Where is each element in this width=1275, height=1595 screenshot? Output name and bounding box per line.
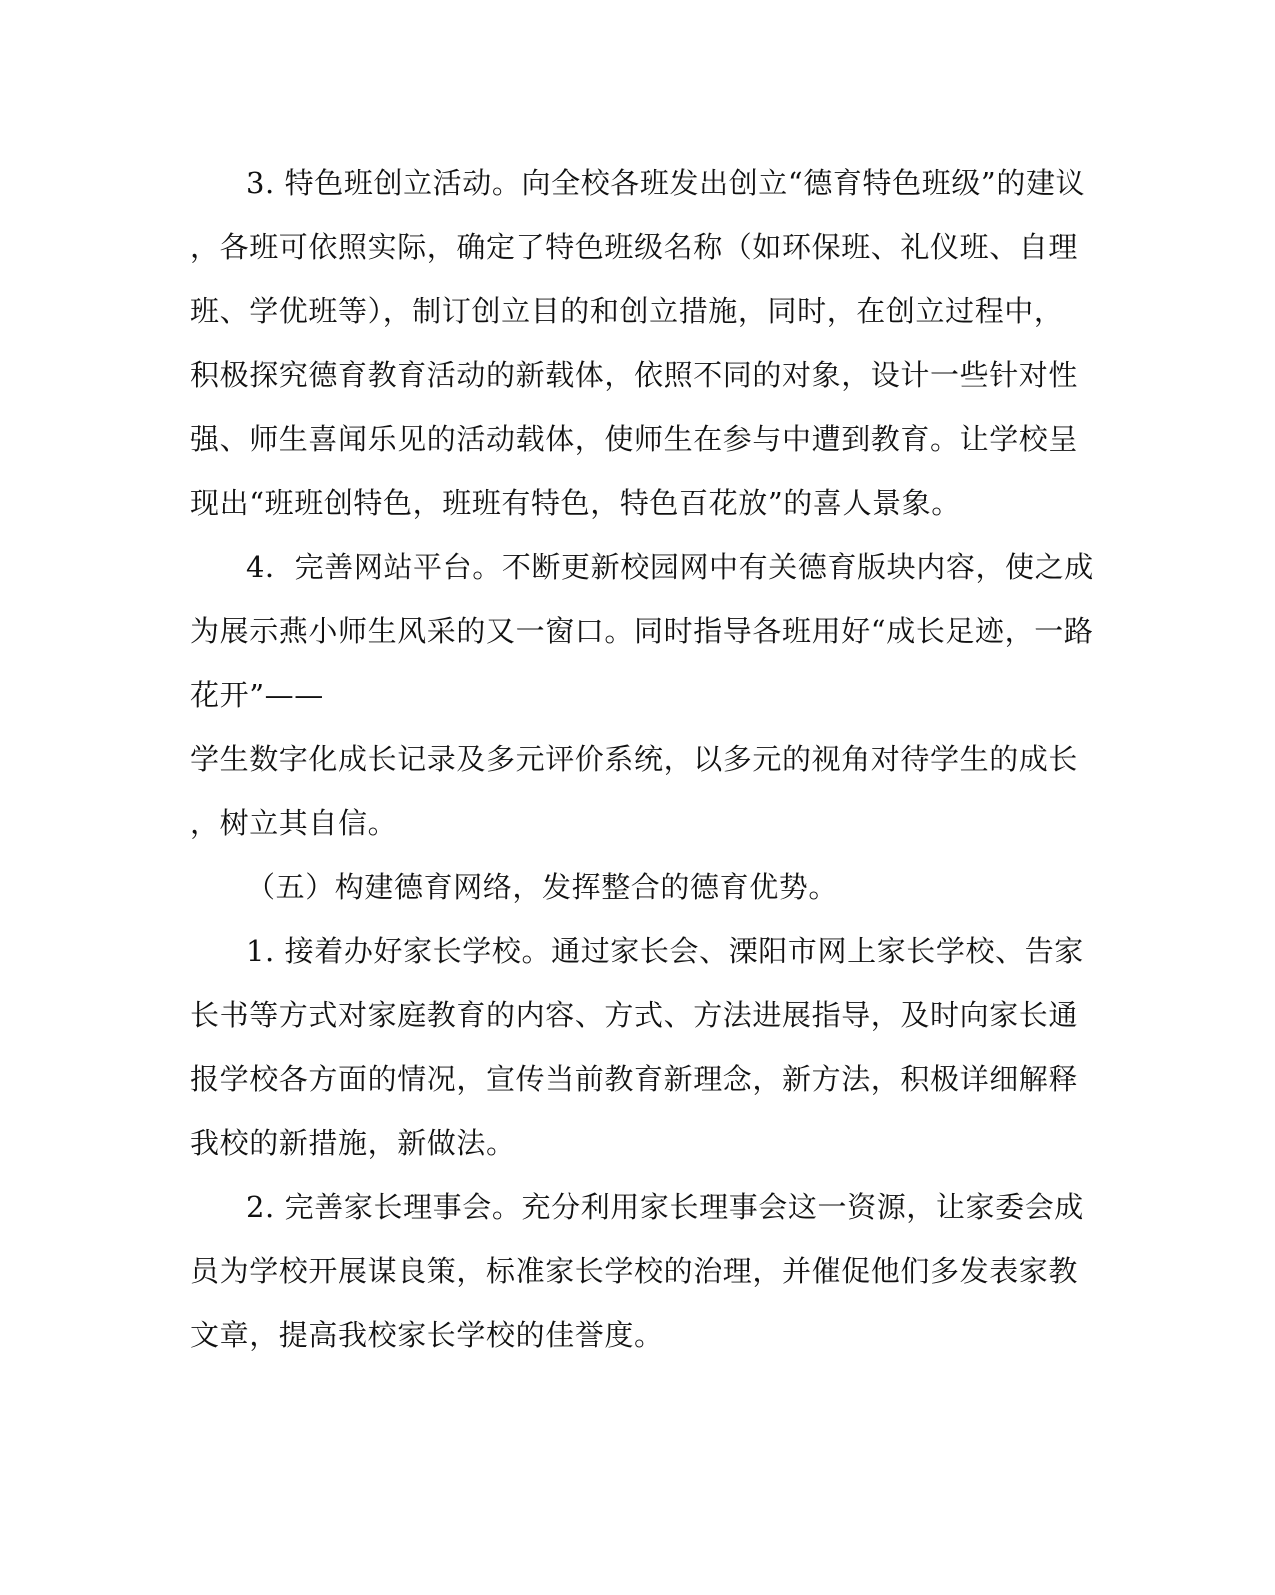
paragraph-line: 长书等方式对家庭教育的内容、方式、方法进展指导，及时向家长通 — [190, 998, 1079, 1032]
paragraph-line: 班、学优班等），制订创立目的和创立措施，同时，在创立过程中， — [190, 294, 1064, 328]
paragraph-line: 报学校各方面的情况，宣传当前教育新理念，新方法，积极详细解释 — [190, 1062, 1079, 1096]
paragraph-line: 我校的新措施，新做法。 — [190, 1126, 516, 1160]
paragraph-line: 现出“班班创特色，班班有特色，特色百花放”的喜人景象。 — [190, 486, 961, 520]
paragraph-line: 强、师生喜闻乐见的活动载体，使师生在参与中遭到教育。让学校呈 — [190, 422, 1079, 456]
section-heading: （五）构建德育网络，发挥整合的德育优势。 — [246, 870, 839, 904]
paragraph-line: 花开”—— — [190, 678, 324, 712]
paragraph-line: ，树立其自信。 — [190, 806, 398, 840]
paragraph-line: 文章，提高我校家长学校的佳誉度。 — [190, 1318, 664, 1352]
paragraph-line: 3. 特色班创立活动。向全校各班发出创立“德育特色班级”的建议 — [246, 166, 1086, 200]
paragraph-line: 员为学校开展谋良策，标准家长学校的治理，并催促他们多发表家教 — [190, 1254, 1079, 1288]
paragraph-line: 学生数字化成长记录及多元评价系统，以多元的视角对待学生的成长 — [190, 742, 1079, 776]
paragraph-line: 1. 接着办好家长学校。通过家长会、溧阳市网上家长学校、告家 — [246, 934, 1084, 968]
paragraph-line: 4．完善网站平台。不断更新校园网中有关德育版块内容，使之成 — [246, 550, 1094, 584]
paragraph-line: ，各班可依照实际，确定了特色班级名称（如环保班、礼仪班、自理 — [190, 230, 1079, 264]
paragraph-line: 为展示燕小师生风采的又一窗口。同时指导各班用好“成长足迹，一路 — [190, 614, 1094, 648]
paragraph-line: 积极探究德育教育活动的新载体，依照不同的对象，设计一些针对性 — [190, 358, 1079, 392]
paragraph-line: 2. 完善家长理事会。充分利用家长理事会这一资源，让家委会成 — [246, 1190, 1084, 1224]
